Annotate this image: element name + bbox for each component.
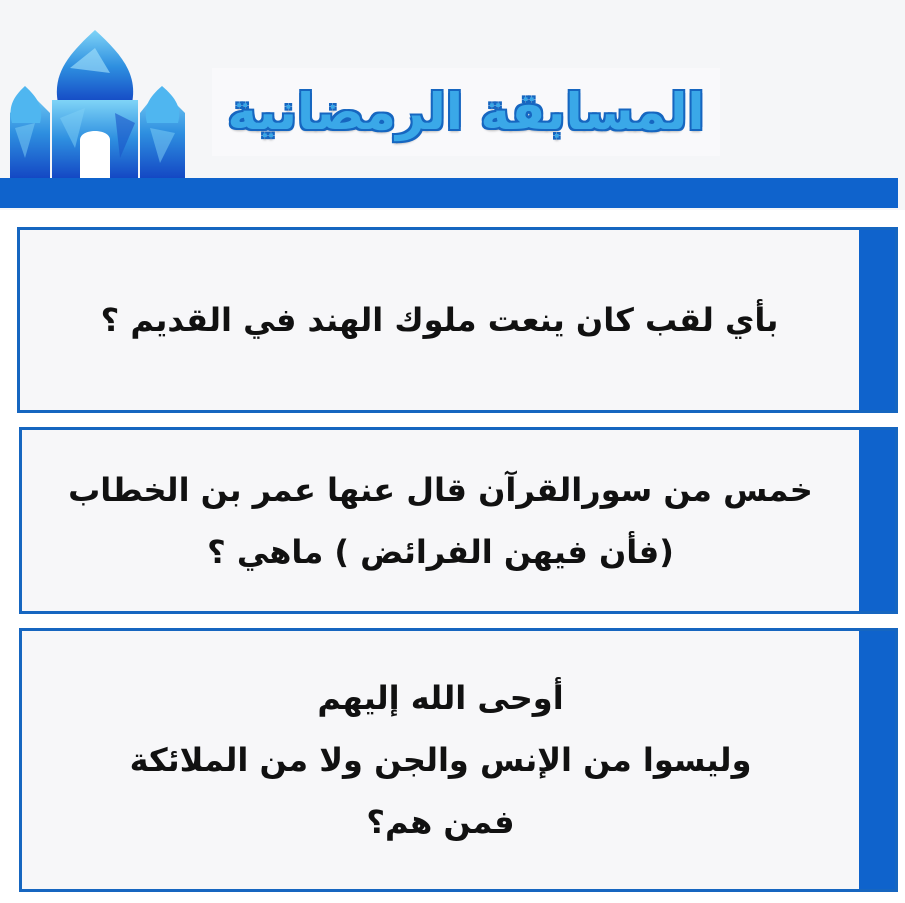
question-text [20, 230, 859, 410]
page-title: المسابقة الرمضانية [227, 83, 705, 141]
question-card-1 [17, 227, 898, 413]
question-card-3 [19, 628, 898, 892]
question-line: وليسوا من الإنس والجن ولا من الملائكة [129, 741, 752, 779]
question-line: (فأن فيهن الفرائض ) ماهي ؟ [207, 532, 674, 571]
mosque-icon [0, 28, 195, 183]
title-box [212, 68, 720, 156]
question-line: بأي لقب كان ينعت ملوك الهند في القديم ؟ [100, 301, 779, 339]
question-line: فمن هم؟ [366, 803, 515, 841]
question-card-2 [19, 427, 898, 614]
card-stripe [859, 230, 895, 410]
question-text [22, 430, 859, 611]
header-bar [0, 178, 898, 208]
question-line: أوحى الله إليهم [317, 679, 564, 717]
question-line: خمس من سورالقرآن قال عنها عمر بن الخطاب [68, 470, 813, 509]
card-stripe [859, 430, 895, 611]
card-stripe [859, 631, 895, 889]
question-text [22, 631, 859, 889]
header [0, 0, 905, 210]
